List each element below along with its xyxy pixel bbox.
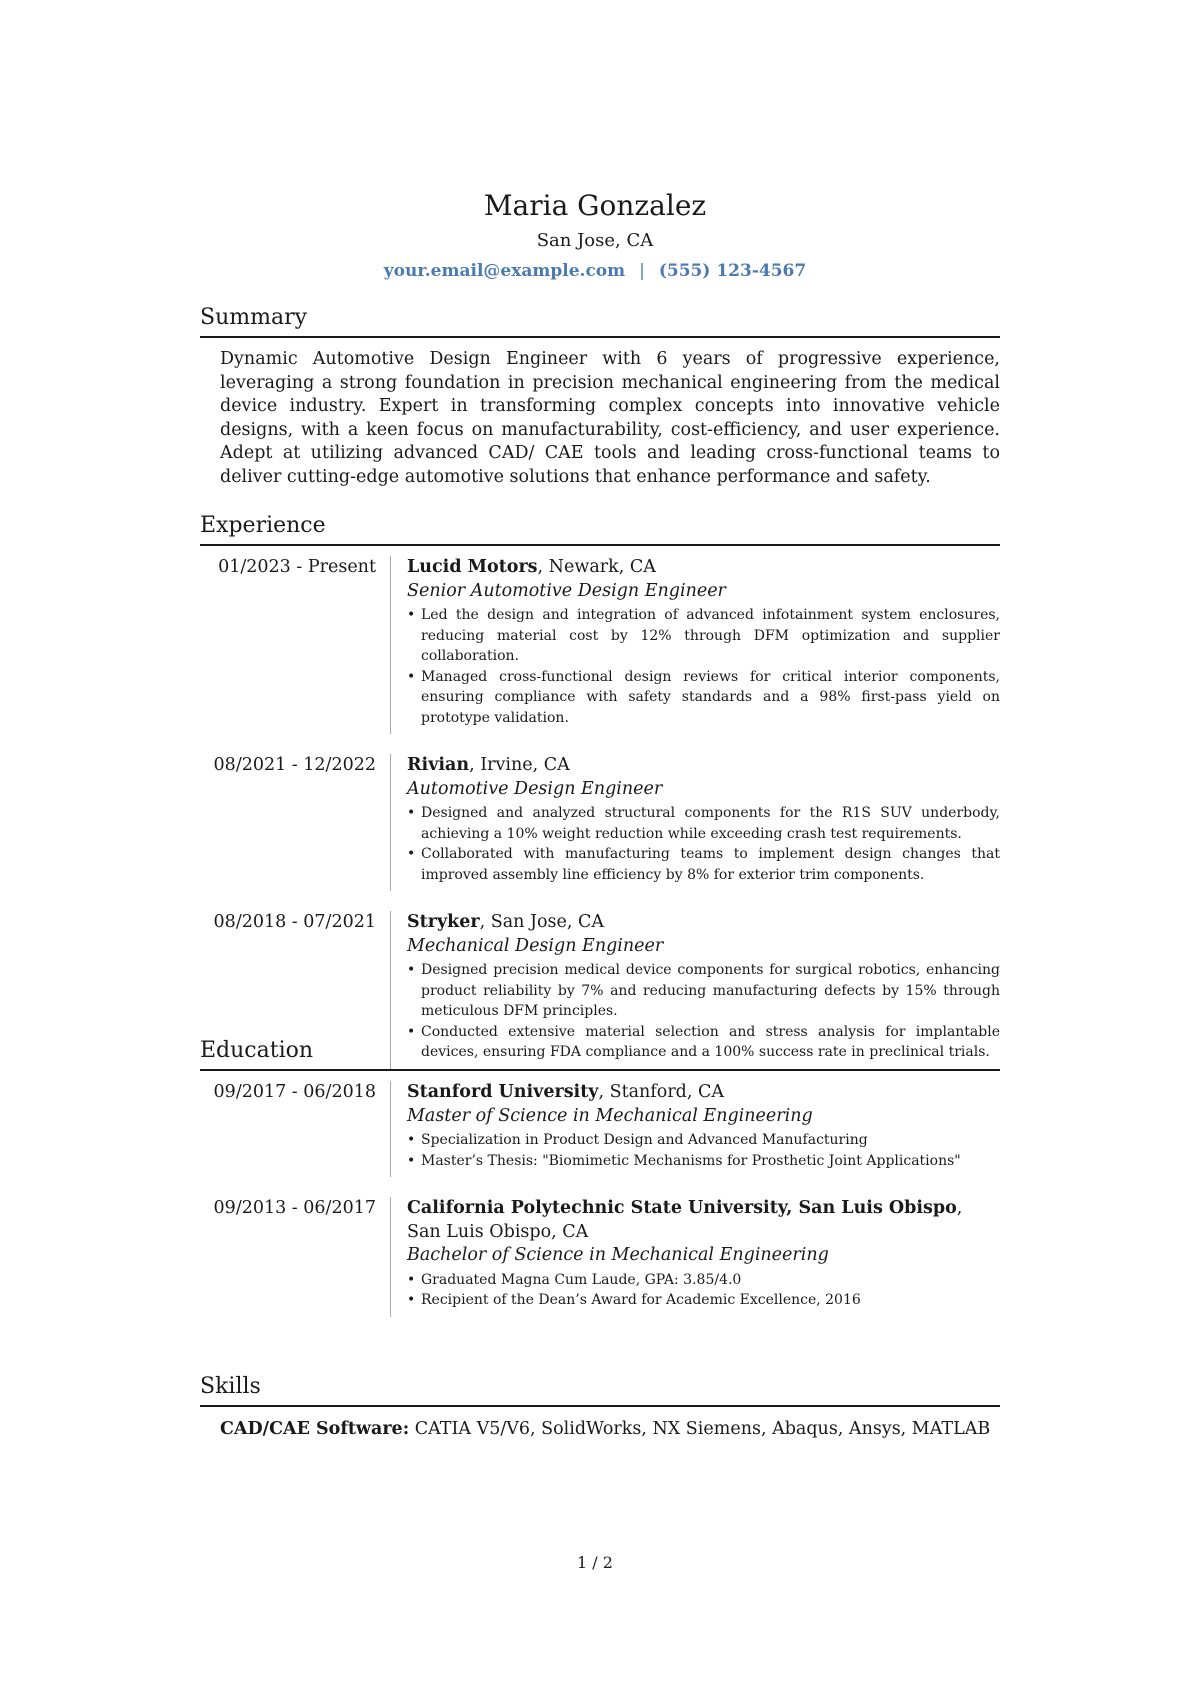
entry-org-name: Stanford University	[407, 1082, 599, 1102]
contact-line	[0, 258, 1190, 284]
experience-section	[200, 512, 1000, 1069]
experience-heading: Experience	[200, 512, 1000, 546]
summary-heading: Summary	[200, 304, 1000, 338]
entry-place: , San Luis Obispo, CA	[407, 1198, 963, 1242]
entry-bullet: • Collaborated with manufacturing teams to implement design changes that improved assembly line efficiency by 8% for exterior trim components.	[407, 844, 1000, 885]
entry-organization	[407, 556, 1000, 580]
entry-place: , Irvine, CA	[469, 755, 570, 775]
page-number: 1 / 2	[577, 1553, 613, 1572]
education-section	[200, 1037, 1000, 1317]
entry-role: Automotive Design Engineer	[407, 778, 663, 799]
entry-date: 01/2023 - Present	[218, 557, 376, 577]
entry-bullets	[407, 1270, 1000, 1311]
experience-entry	[200, 754, 1000, 891]
entry-organization	[407, 911, 1000, 935]
entry-body	[390, 1081, 1000, 1177]
email-link[interactable]: your.email@example.com	[383, 261, 626, 281]
entry-bullet: • Designed precision medical device components for surgical robotics, enhancing product reliability by 7% and reducing manufacturing defects by 15% through meticulous DFM principles.	[407, 960, 1000, 1022]
entry-bullet: • Master’s Thesis: "Biomimetic Mechanisms for Prosthetic Joint Applications"	[407, 1151, 1000, 1172]
entry-role: Senior Automotive Design Engineer	[407, 580, 726, 601]
skills-value: CATIA V5/V6, SolidWorks, NX Siemens, Abaqus, Ansys, MATLAB	[409, 1419, 991, 1439]
entry-bullet: • Managed cross-functional design reviews for critical interior components, ensuring compliance with safety standards and a 98% first-pass yield on prototype validation.	[407, 667, 1000, 729]
entry-organization	[407, 754, 1000, 778]
resume-header	[0, 188, 1190, 284]
entry-body	[390, 754, 1000, 891]
skills-line	[220, 1417, 1000, 1441]
experience-entry	[200, 556, 1000, 734]
entry-date: 08/2021 - 12/2022	[213, 755, 376, 775]
candidate-name: Maria Gonzalez	[483, 189, 707, 222]
entry-role: Mechanical Design Engineer	[407, 935, 664, 956]
entry-org-name: Stryker	[407, 912, 480, 932]
entry-place: , Newark, CA	[537, 557, 656, 577]
skills-section	[200, 1373, 1000, 1441]
skills-heading: Skills	[200, 1373, 1000, 1407]
entry-org-name: Lucid Motors	[407, 557, 538, 577]
entry-org-name: Rivian	[407, 755, 470, 775]
summary-text: Dynamic Automotive Design Engineer with 6 years of progressive experience, leveraging a strong foundation in precision mechanical engineering from the medical device industry. Expert in transforming complex concepts into innovative vehicle designs, with a keen focus on manufacturability, cost-efficiency, and user experience. Adept at utilizing advanced CAD/ CAE tools and leading cross-functional teams to deliver cutting-edge automotive solutions that enhance performance and safety.	[220, 349, 1000, 487]
entry-bullet: • Conducted extensive material selection and stress analysis for implantable devices, ensuring FDA compliance and a 100% success rate in preclinical trials.	[407, 1022, 1000, 1063]
entry-org-name: California Polytechnic State University, San Luis Obispo	[407, 1198, 957, 1218]
contact-separator: |	[639, 261, 645, 281]
entry-date: 08/2018 - 07/2021	[213, 912, 376, 932]
entry-role: Master of Science in Mechanical Engineering	[407, 1105, 813, 1126]
entry-place: , Stanford, CA	[598, 1082, 725, 1102]
entry-bullet: • Specialization in Product Design and Advanced Manufacturing	[407, 1130, 1000, 1151]
entry-bullet: • Recipient of the Dean’s Award for Academic Excellence, 2016	[407, 1290, 1000, 1311]
candidate-location: San Jose, CA	[536, 230, 654, 251]
education-entry	[200, 1081, 1000, 1177]
entry-bullet: • Led the design and integration of advanced infotainment system enclosures, reducing material cost by 12% through DFM optimization and supplier collaboration.	[407, 605, 1000, 667]
entry-bullets	[407, 1130, 1000, 1171]
entry-bullets	[407, 605, 1000, 728]
entry-role: Bachelor of Science in Mechanical Engineering	[407, 1245, 829, 1265]
entry-body	[390, 556, 1000, 734]
entry-organization	[407, 1081, 1000, 1105]
entry-bullet: • Designed and analyzed structural components for the R1S SUV underbody, achieving a 10% weight reduction while exceeding crash test requirements.	[407, 803, 1000, 844]
education-entry	[200, 1197, 1000, 1317]
summary-section	[200, 304, 1000, 489]
entry-place: , San Jose, CA	[479, 912, 605, 932]
education-heading: Education	[200, 1037, 1000, 1071]
entry-bullet: • Graduated Magna Cum Laude, GPA: 3.85/4.0	[407, 1270, 1000, 1291]
entry-date: 09/2013 - 06/2017	[213, 1198, 376, 1218]
entry-organization	[407, 1197, 1000, 1244]
skills-label: CAD/CAE Software:	[220, 1419, 410, 1439]
entry-body	[390, 1197, 1000, 1317]
phone-link[interactable]: (555) 123-4567	[658, 261, 807, 281]
entry-date: 09/2017 - 06/2018	[213, 1082, 376, 1102]
entry-bullets	[407, 803, 1000, 885]
